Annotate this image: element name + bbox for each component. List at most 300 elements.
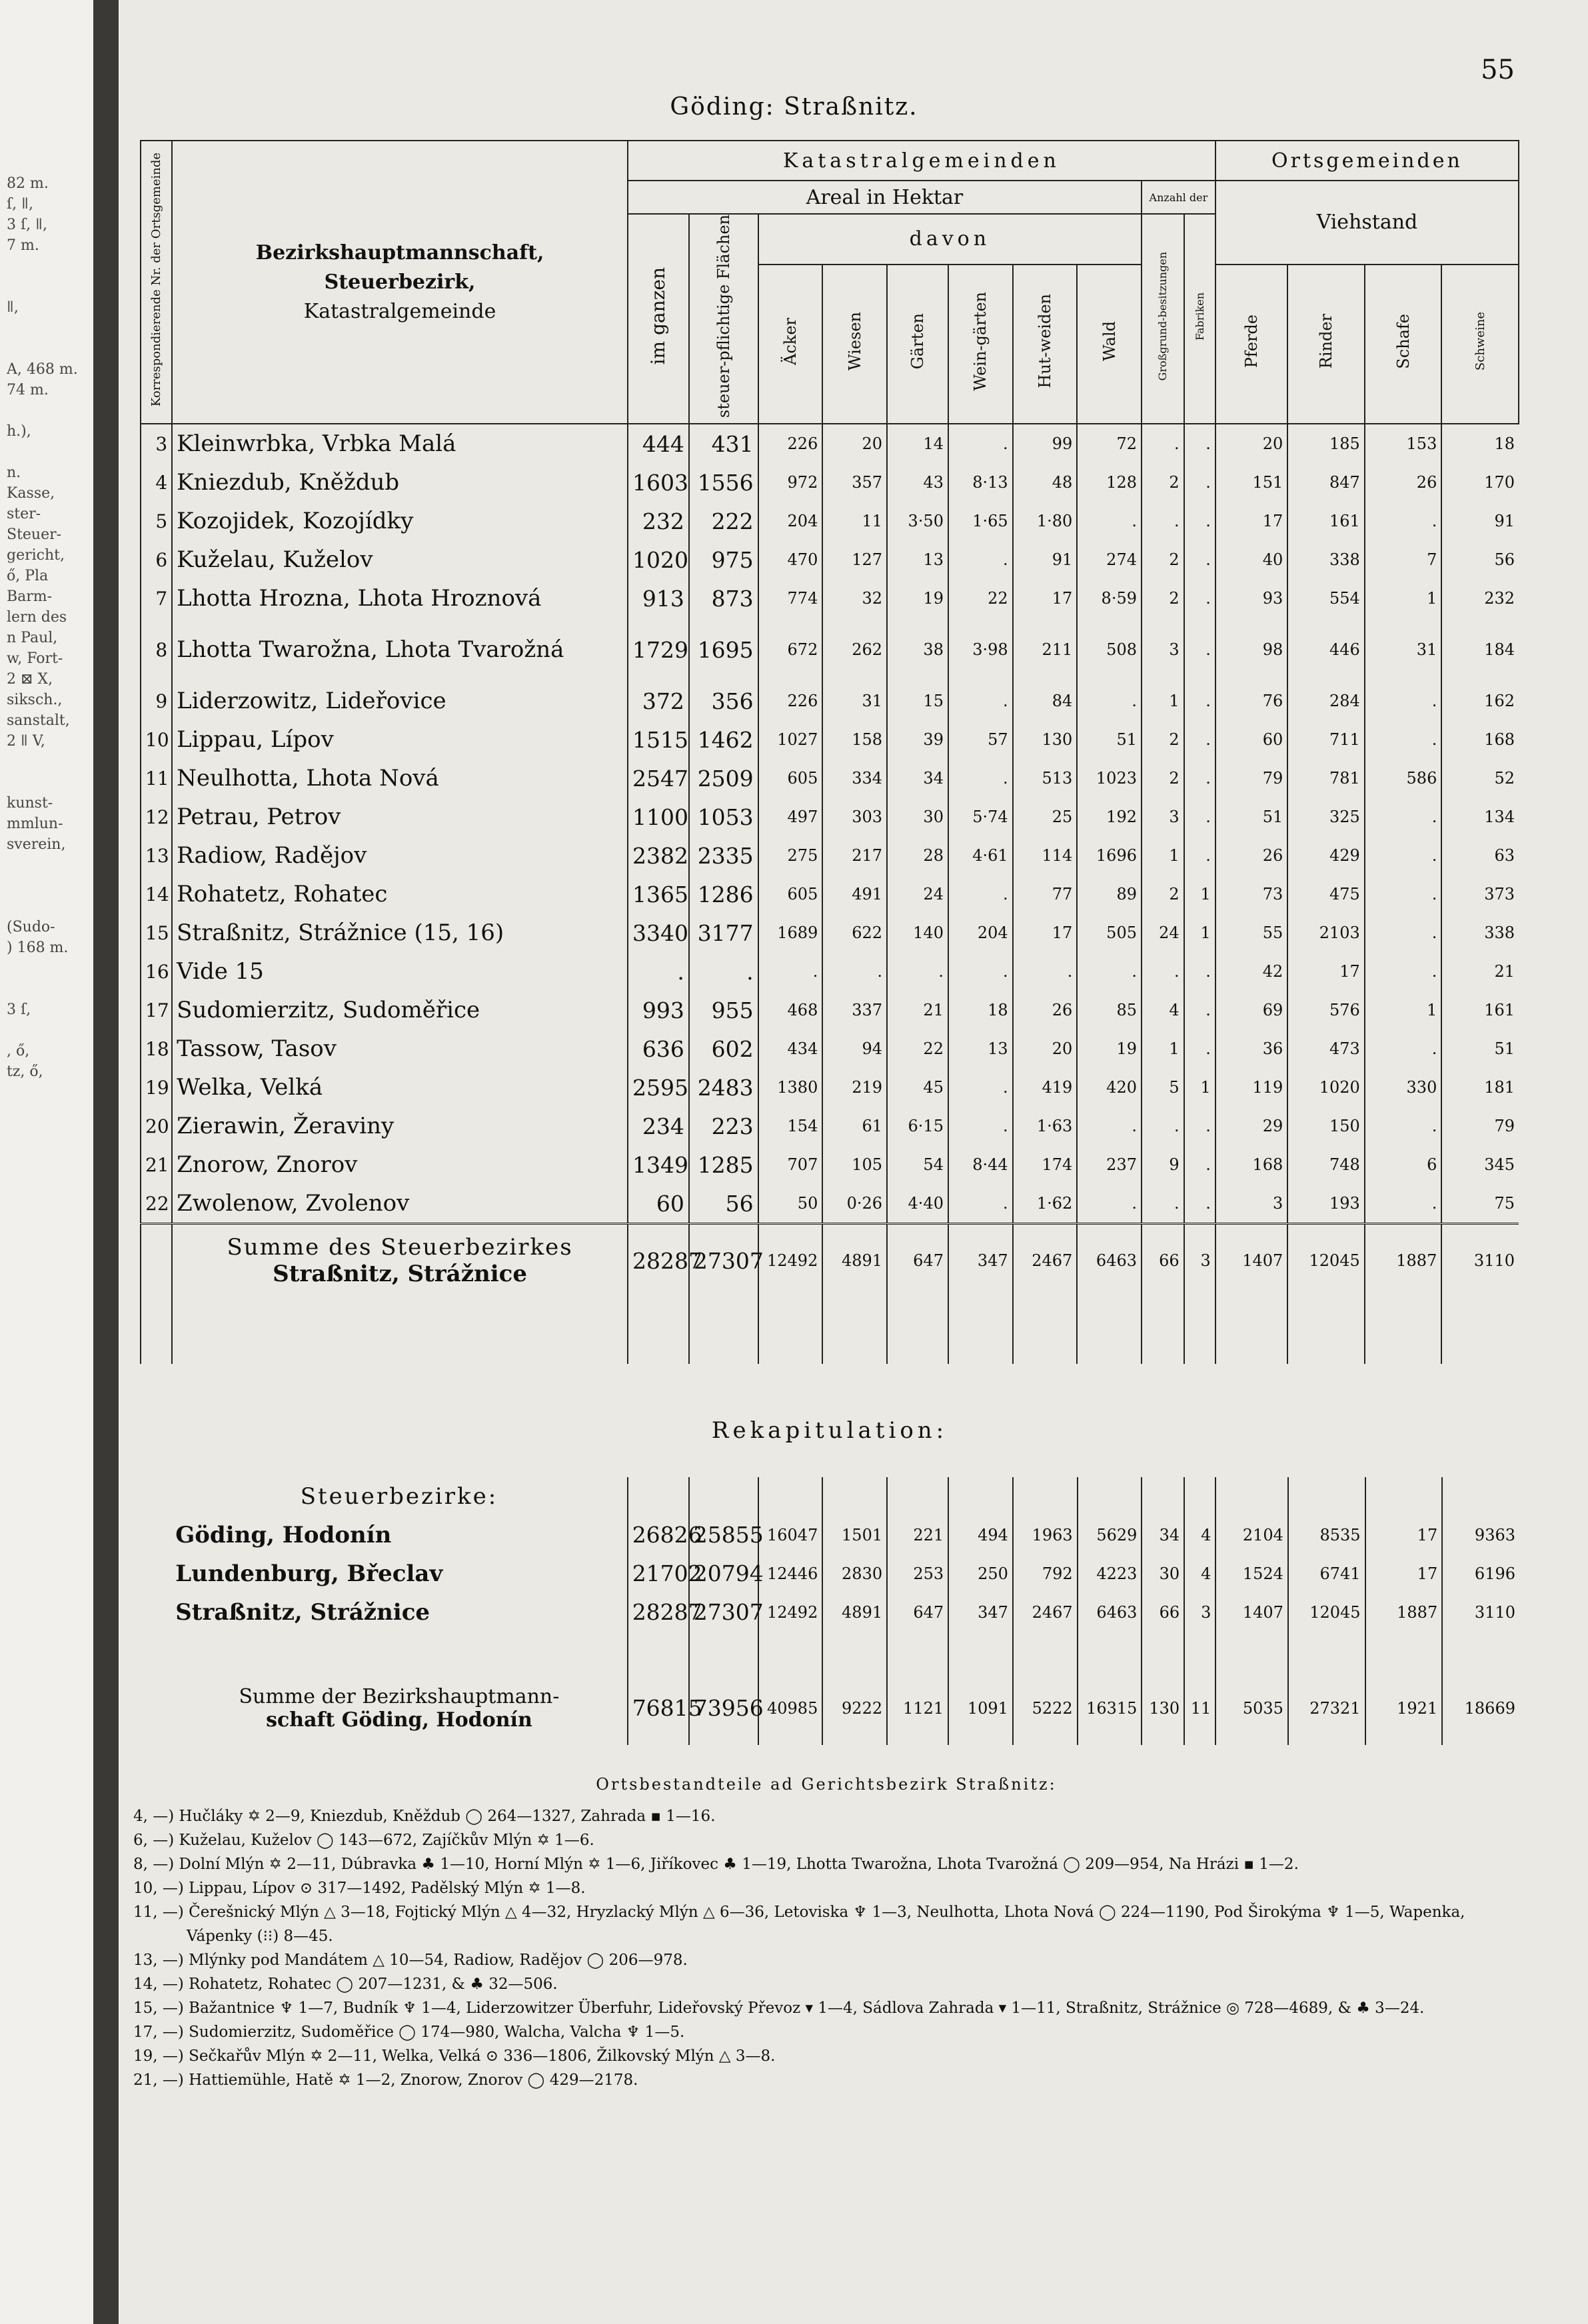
recap-cell: 8535 xyxy=(1288,1516,1365,1554)
cell: . xyxy=(887,952,948,991)
row-number: 21 xyxy=(141,1145,172,1184)
fragment-line: Kasse, xyxy=(7,485,55,502)
recap-cell: 3110 xyxy=(1442,1593,1519,1632)
fragment-line: tz, ő, xyxy=(7,1063,43,1080)
header-gaerten: Gärten xyxy=(887,265,948,424)
cell: 51 xyxy=(1077,720,1142,759)
cell: . xyxy=(1184,991,1215,1029)
cell: . xyxy=(1365,952,1442,991)
cell: 429 xyxy=(1287,836,1365,875)
recap-name: Göding, Hodonín xyxy=(175,1521,392,1548)
row-number: 16 xyxy=(141,952,172,991)
row-name: Kuželau, Kuželov xyxy=(172,540,628,579)
cell: 17 xyxy=(1013,579,1078,618)
cell: 18 xyxy=(948,991,1013,1029)
summe-cell: 66 xyxy=(1142,1224,1184,1297)
cell: 1695 xyxy=(689,618,758,682)
fragment-line: ster- xyxy=(7,506,41,522)
cell: 6 xyxy=(1365,1145,1442,1184)
cell: 2335 xyxy=(689,836,758,875)
recap-body xyxy=(140,1477,1519,1745)
row-number: 17 xyxy=(141,991,172,1029)
cell: 2103 xyxy=(1287,913,1365,952)
recap-cell: 9363 xyxy=(1442,1516,1519,1554)
table-row xyxy=(141,424,1519,463)
recap-cell: 1887 xyxy=(1365,1593,1443,1632)
cell: 1 xyxy=(1184,875,1215,913)
cell: 1027 xyxy=(758,720,823,759)
recap-sum-label: Summe der Bezirkshauptmann- schaft Göding, Hodonín xyxy=(239,1684,560,1732)
cell: 28 xyxy=(887,836,948,875)
cell: 434 xyxy=(758,1029,823,1068)
cell: 105 xyxy=(822,1145,887,1184)
table-row xyxy=(141,1068,1519,1107)
fragment-line xyxy=(7,277,120,297)
cell: . xyxy=(948,759,1013,798)
cell: . xyxy=(1365,682,1442,720)
cell: . xyxy=(1142,1107,1184,1145)
recap-cell: 1524 xyxy=(1215,1554,1288,1593)
cell: . xyxy=(948,1184,1013,1224)
cell: . xyxy=(758,952,823,991)
recap-cell: 12045 xyxy=(1288,1593,1365,1632)
cell: . xyxy=(1077,682,1142,720)
row-number: 7 xyxy=(141,579,172,618)
header-fabriken: Fabriken xyxy=(1184,214,1215,424)
cell: 497 xyxy=(758,798,823,836)
row-name: Kozojidek, Kozojídky xyxy=(172,502,628,540)
header-im-ganzen: im ganzen xyxy=(628,214,689,424)
cell: 79 xyxy=(1441,1107,1519,1145)
recap-sum-cell: 18669 xyxy=(1442,1672,1519,1745)
cell: 975 xyxy=(689,540,758,579)
cell: 8·13 xyxy=(948,463,1013,502)
cell: 2509 xyxy=(689,759,758,798)
note-item: 15, —) Bažantnice ♆ 1—7, Budník ♆ 1—4, Liderzowitzer Überfuhr, Lideřovský Převoz ▾ 1—4, Sádlova Zahrada ▾ 1—11, Straßnitz, Strážnice ◎ 728—4689, & ♣ 3—24. xyxy=(133,2000,1425,2017)
cell: 20 xyxy=(1013,1029,1078,1068)
cell: 993 xyxy=(628,991,689,1029)
cell: 32 xyxy=(822,579,887,618)
row-name: Liderzowitz, Lideřovice xyxy=(172,682,628,720)
cell: 2 xyxy=(1142,579,1184,618)
cell: 13 xyxy=(887,540,948,579)
recap-label: Steuerbezirke: xyxy=(300,1482,498,1510)
cell: 576 xyxy=(1287,991,1365,1029)
row-number: 9 xyxy=(141,682,172,720)
summe-cell: 28287 xyxy=(628,1224,689,1297)
cell: 222 xyxy=(689,502,758,540)
cell: 303 xyxy=(822,798,887,836)
cell: 211 xyxy=(1013,618,1078,682)
cell: 1515 xyxy=(628,720,689,759)
fragment-line: 7 m. xyxy=(7,237,39,254)
cell: 60 xyxy=(628,1184,689,1224)
recap-cell: 4 xyxy=(1184,1554,1215,1593)
fragment-line xyxy=(7,1020,120,1041)
cell: . xyxy=(1184,463,1215,502)
cell: 5·74 xyxy=(948,798,1013,836)
row-number: 8 xyxy=(141,618,172,682)
cell: 168 xyxy=(1441,720,1519,759)
table-row xyxy=(141,540,1519,579)
cell: 54 xyxy=(887,1145,948,1184)
cell: 22 xyxy=(887,1029,948,1068)
cell: 26 xyxy=(1013,991,1078,1029)
cell: 7 xyxy=(1365,540,1442,579)
summe-cell: 6463 xyxy=(1077,1224,1142,1297)
recap-cell: 792 xyxy=(1013,1554,1078,1593)
summe-label: Summe des Steuerbezirkes Straßnitz, Strážnice xyxy=(172,1224,628,1297)
cell: 1 xyxy=(1365,579,1442,618)
row-number: 19 xyxy=(141,1068,172,1107)
cell: 51 xyxy=(1441,1029,1519,1068)
table-row xyxy=(141,1184,1519,1224)
cell: 91 xyxy=(1013,540,1078,579)
cell: 372 xyxy=(628,682,689,720)
cell: 338 xyxy=(1441,913,1519,952)
cell: 185 xyxy=(1287,424,1365,463)
table-row xyxy=(141,682,1519,720)
cell: 151 xyxy=(1215,463,1287,502)
cell: 419 xyxy=(1013,1068,1078,1107)
fragment-line: (Sudo- xyxy=(7,919,55,935)
recap-cell: 26826 xyxy=(628,1516,689,1554)
row-name: Petrau, Petrov xyxy=(172,798,628,836)
cell: . xyxy=(1142,1184,1184,1224)
cell: 3·98 xyxy=(948,618,1013,682)
table-row xyxy=(141,579,1519,618)
summe-cell: 647 xyxy=(887,1224,948,1297)
recap-cell: 6196 xyxy=(1442,1554,1519,1593)
notes-title: Ortsbestandteile ad Gerichtsbezirk Straßnitz: xyxy=(596,1775,1057,1794)
cell: . xyxy=(1184,579,1215,618)
cell: 475 xyxy=(1287,875,1365,913)
cell: 2547 xyxy=(628,759,689,798)
cell: 21 xyxy=(1441,952,1519,991)
cell: 19 xyxy=(887,579,948,618)
recap-sum-cell: 5222 xyxy=(1013,1672,1078,1745)
cell: 4 xyxy=(1142,991,1184,1029)
fragment-line: 3 ſ, xyxy=(7,1001,31,1018)
cell: 3340 xyxy=(628,913,689,952)
row-number: 10 xyxy=(141,720,172,759)
cell: 48 xyxy=(1013,463,1078,502)
fragment-line xyxy=(7,772,120,793)
summe-cell: 3110 xyxy=(1441,1224,1519,1297)
cell: . xyxy=(1077,502,1142,540)
recap-label-row xyxy=(140,1477,1519,1516)
cell: 8·59 xyxy=(1077,579,1142,618)
cell: 3 xyxy=(1142,798,1184,836)
table-row xyxy=(141,952,1519,991)
cell: 345 xyxy=(1441,1145,1519,1184)
cell: . xyxy=(948,1107,1013,1145)
fragment-line xyxy=(7,256,120,277)
row-name: Znorow, Znorov xyxy=(172,1145,628,1184)
header-ortsgemeinden: Ortsgemeinden xyxy=(1215,141,1519,181)
cell: 1 xyxy=(1184,1068,1215,1107)
cell: . xyxy=(1077,1107,1142,1145)
cell: . xyxy=(948,875,1013,913)
fragment-line: ſ, ǁ, xyxy=(7,196,33,213)
cell: 19 xyxy=(1077,1029,1142,1068)
cell: 444 xyxy=(628,424,689,463)
cell: 2483 xyxy=(689,1068,758,1107)
summe-nr xyxy=(141,1224,172,1297)
fragment-line: w, Fort- xyxy=(7,650,63,667)
fragment-line: n. xyxy=(7,464,21,481)
cell: 226 xyxy=(758,424,823,463)
row-number: 22 xyxy=(141,1184,172,1224)
cell: 174 xyxy=(1013,1145,1078,1184)
recap-row xyxy=(140,1516,1519,1554)
cell: 17 xyxy=(1013,913,1078,952)
cell: 45 xyxy=(887,1068,948,1107)
cell: 1729 xyxy=(628,618,689,682)
cell: . xyxy=(1184,798,1215,836)
fragment-line: gericht, xyxy=(7,547,65,564)
header-wald: Wald xyxy=(1077,265,1142,424)
recap-cell: 3 xyxy=(1184,1593,1215,1632)
table-row xyxy=(141,618,1519,682)
cell: 237 xyxy=(1077,1145,1142,1184)
row-name: Kniezdub, Kněždub xyxy=(172,463,628,502)
cell: . xyxy=(628,952,689,991)
cell: 36 xyxy=(1215,1029,1287,1068)
cell: 130 xyxy=(1013,720,1078,759)
cell: . xyxy=(1184,720,1215,759)
cell: 1·80 xyxy=(1013,502,1078,540)
cell: 1556 xyxy=(689,463,758,502)
recap-cell: 647 xyxy=(887,1593,948,1632)
recap-cell: 17 xyxy=(1365,1516,1443,1554)
recap-cell: 1407 xyxy=(1215,1593,1288,1632)
cell: 446 xyxy=(1287,618,1365,682)
cell: 60 xyxy=(1215,720,1287,759)
cell: 56 xyxy=(689,1184,758,1224)
note-item: 17, —) Sudomierzitz, Sudoměřice ◯ 174—980, Walcha, Valcha ♆ 1—5. xyxy=(133,2024,685,2041)
cell: 161 xyxy=(1441,991,1519,1029)
recap-row xyxy=(140,1554,1519,1593)
cell: . xyxy=(1365,720,1442,759)
cell: 605 xyxy=(758,875,823,913)
cell: 1020 xyxy=(1287,1068,1365,1107)
cell: 473 xyxy=(1287,1029,1365,1068)
cell: 119 xyxy=(1215,1068,1287,1107)
cell: 1603 xyxy=(628,463,689,502)
recap-cell: 66 xyxy=(1142,1593,1184,1632)
cell: 508 xyxy=(1077,618,1142,682)
cell: 781 xyxy=(1287,759,1365,798)
fragment-line xyxy=(7,896,120,917)
recap-sum-cell: 9222 xyxy=(822,1672,887,1745)
row-name: Tassow, Tasov xyxy=(172,1029,628,1068)
fragment-line xyxy=(7,400,120,421)
cell: 586 xyxy=(1365,759,1442,798)
cell: 1349 xyxy=(628,1145,689,1184)
fragment-line: kunst- xyxy=(7,795,53,812)
cell: 158 xyxy=(822,720,887,759)
recap-cell: 17 xyxy=(1365,1554,1443,1593)
header-areal: Areal in Hektar xyxy=(628,181,1142,214)
cell: 127 xyxy=(822,540,887,579)
table-row xyxy=(141,875,1519,913)
cell: 338 xyxy=(1287,540,1365,579)
cell: 52 xyxy=(1441,759,1519,798)
fragment-line: A, 468 m. xyxy=(7,361,78,378)
cell: 3 xyxy=(1142,618,1184,682)
cell: 39 xyxy=(887,720,948,759)
cell: 284 xyxy=(1287,682,1365,720)
fragment-line: 2 ⊠ X, xyxy=(7,671,53,688)
fragment-line: ǁ, xyxy=(7,299,19,316)
recap-sum-cell: 27321 xyxy=(1288,1672,1365,1745)
table-row xyxy=(141,991,1519,1029)
fragment-line xyxy=(7,318,120,338)
row-name: Radiow, Radějov xyxy=(172,836,628,875)
cell: . xyxy=(948,540,1013,579)
cell: 748 xyxy=(1287,1145,1365,1184)
cell: . xyxy=(1077,1184,1142,1224)
header-rinder: Rinder xyxy=(1287,265,1365,424)
cell: 79 xyxy=(1215,759,1287,798)
row-number: 15 xyxy=(141,913,172,952)
cell: 134 xyxy=(1441,798,1519,836)
fragment-line: 2 ǁ V, xyxy=(7,733,45,750)
recap-cell: 253 xyxy=(887,1554,948,1593)
cell: 2 xyxy=(1142,540,1184,579)
recap-name: Straßnitz, Strážnice xyxy=(175,1598,430,1626)
header-katastral: Katastralgemeinden xyxy=(628,141,1215,181)
row-name: Welka, Velká xyxy=(172,1068,628,1107)
recap-sum-cell: 130 xyxy=(1142,1672,1184,1745)
recap-cell: 250 xyxy=(948,1554,1013,1593)
cell: 193 xyxy=(1287,1184,1365,1224)
recap-cell: 6741 xyxy=(1288,1554,1365,1593)
cell: 94 xyxy=(822,1029,887,1068)
cell: . xyxy=(1184,1029,1215,1068)
recap-cell: 12492 xyxy=(758,1593,823,1632)
cell: 162 xyxy=(1441,682,1519,720)
cell: 42 xyxy=(1215,952,1287,991)
summe-cell: 347 xyxy=(948,1224,1013,1297)
cell: . xyxy=(1184,1184,1215,1224)
cell: 219 xyxy=(822,1068,887,1107)
cell: 17 xyxy=(1287,952,1365,991)
header-weingaerten: Wein-gärten xyxy=(948,265,1013,424)
fragment-line: sanstalt, xyxy=(7,712,70,729)
ortsbestandteile-notes xyxy=(133,1772,1519,2092)
cell: 51 xyxy=(1215,798,1287,836)
row-name: Zwolenow, Zvolenov xyxy=(172,1184,628,1224)
fragment-line: 82 m. xyxy=(7,175,49,192)
cell: 170 xyxy=(1441,463,1519,502)
recap-sum-cell: 1921 xyxy=(1365,1672,1443,1745)
table-row xyxy=(141,759,1519,798)
cell: 1 xyxy=(1142,836,1184,875)
fragment-line: siksch., xyxy=(7,692,63,708)
cell: . xyxy=(1365,798,1442,836)
cell: 1·65 xyxy=(948,502,1013,540)
cell: 154 xyxy=(758,1107,823,1145)
table-row xyxy=(141,463,1519,502)
cell: 4·40 xyxy=(887,1184,948,1224)
row-name: Vide 15 xyxy=(172,952,628,991)
recap-cell: 1963 xyxy=(1013,1516,1078,1554)
cell: 76 xyxy=(1215,682,1287,720)
cell: 73 xyxy=(1215,875,1287,913)
cell: 605 xyxy=(758,759,823,798)
page-number: 55 xyxy=(1481,55,1515,85)
cell: 31 xyxy=(1365,618,1442,682)
table-row xyxy=(141,1107,1519,1145)
cell: . xyxy=(948,424,1013,463)
cell: 4·61 xyxy=(948,836,1013,875)
cell: 204 xyxy=(758,502,823,540)
cell: 356 xyxy=(689,682,758,720)
cell: 1·62 xyxy=(1013,1184,1078,1224)
cell: 128 xyxy=(1077,463,1142,502)
cell: 38 xyxy=(887,618,948,682)
cell: 2 xyxy=(1142,875,1184,913)
cell: 470 xyxy=(758,540,823,579)
cell: 161 xyxy=(1287,502,1365,540)
recap-cell: 2467 xyxy=(1013,1593,1078,1632)
recap-sum-cell: 16315 xyxy=(1078,1672,1142,1745)
header-wiesen: Wiesen xyxy=(822,265,887,424)
fragment-line: lern des xyxy=(7,609,67,626)
cell: 0·26 xyxy=(822,1184,887,1224)
recap-cell: 25855 xyxy=(689,1516,758,1554)
cell: . xyxy=(1365,1029,1442,1068)
fragment-line: Barm- xyxy=(7,588,53,605)
cell: 431 xyxy=(689,424,758,463)
row-name: Zierawin, Žeraviny xyxy=(172,1107,628,1145)
cell: 3177 xyxy=(689,913,758,952)
recap-name: Lundenburg, Břeclav xyxy=(175,1560,443,1587)
running-head: Göding: Straßnitz. xyxy=(670,93,918,121)
cell: 69 xyxy=(1215,991,1287,1029)
cell: 181 xyxy=(1441,1068,1519,1107)
cell: . xyxy=(1184,952,1215,991)
note-item: 13, —) Mlýnky pod Mandátem △ 10—54, Radiow, Radějov ◯ 206—978. xyxy=(133,1952,688,1969)
cell: . xyxy=(1184,1107,1215,1145)
cell: 18 xyxy=(1441,424,1519,463)
fragment-line xyxy=(7,958,120,979)
fragment-line: sverein, xyxy=(7,836,66,853)
recap-cell: 1501 xyxy=(822,1516,887,1554)
summe-cell: 2467 xyxy=(1013,1224,1078,1297)
recap-title: Rekapitulation: xyxy=(711,1417,948,1444)
row-name: Kleinwrbka, Vrbka Malá xyxy=(172,424,628,463)
fragment-line: Steuer- xyxy=(7,526,62,543)
cell: 14 xyxy=(887,424,948,463)
summe-cell: 12045 xyxy=(1287,1224,1365,1297)
cell: 57 xyxy=(948,720,1013,759)
recap-sum-cell: 76815 xyxy=(628,1672,689,1745)
row-name: Rohatetz, Rohatec xyxy=(172,875,628,913)
katastral-table xyxy=(140,140,1519,1364)
cell: 93 xyxy=(1215,579,1287,618)
cell: . xyxy=(1142,952,1184,991)
note-item: 21, —) Hattiemühle, Hatě ✡ 1—2, Znorow, Znorov ◯ 429—2178. xyxy=(133,2071,638,2089)
fragment-line: 3 ſ, ǁ, xyxy=(7,217,47,233)
cell: 232 xyxy=(1441,579,1519,618)
cell: . xyxy=(1184,540,1215,579)
cell: . xyxy=(1184,424,1215,463)
fragment-line xyxy=(7,442,120,462)
row-name: Lippau, Lípov xyxy=(172,720,628,759)
